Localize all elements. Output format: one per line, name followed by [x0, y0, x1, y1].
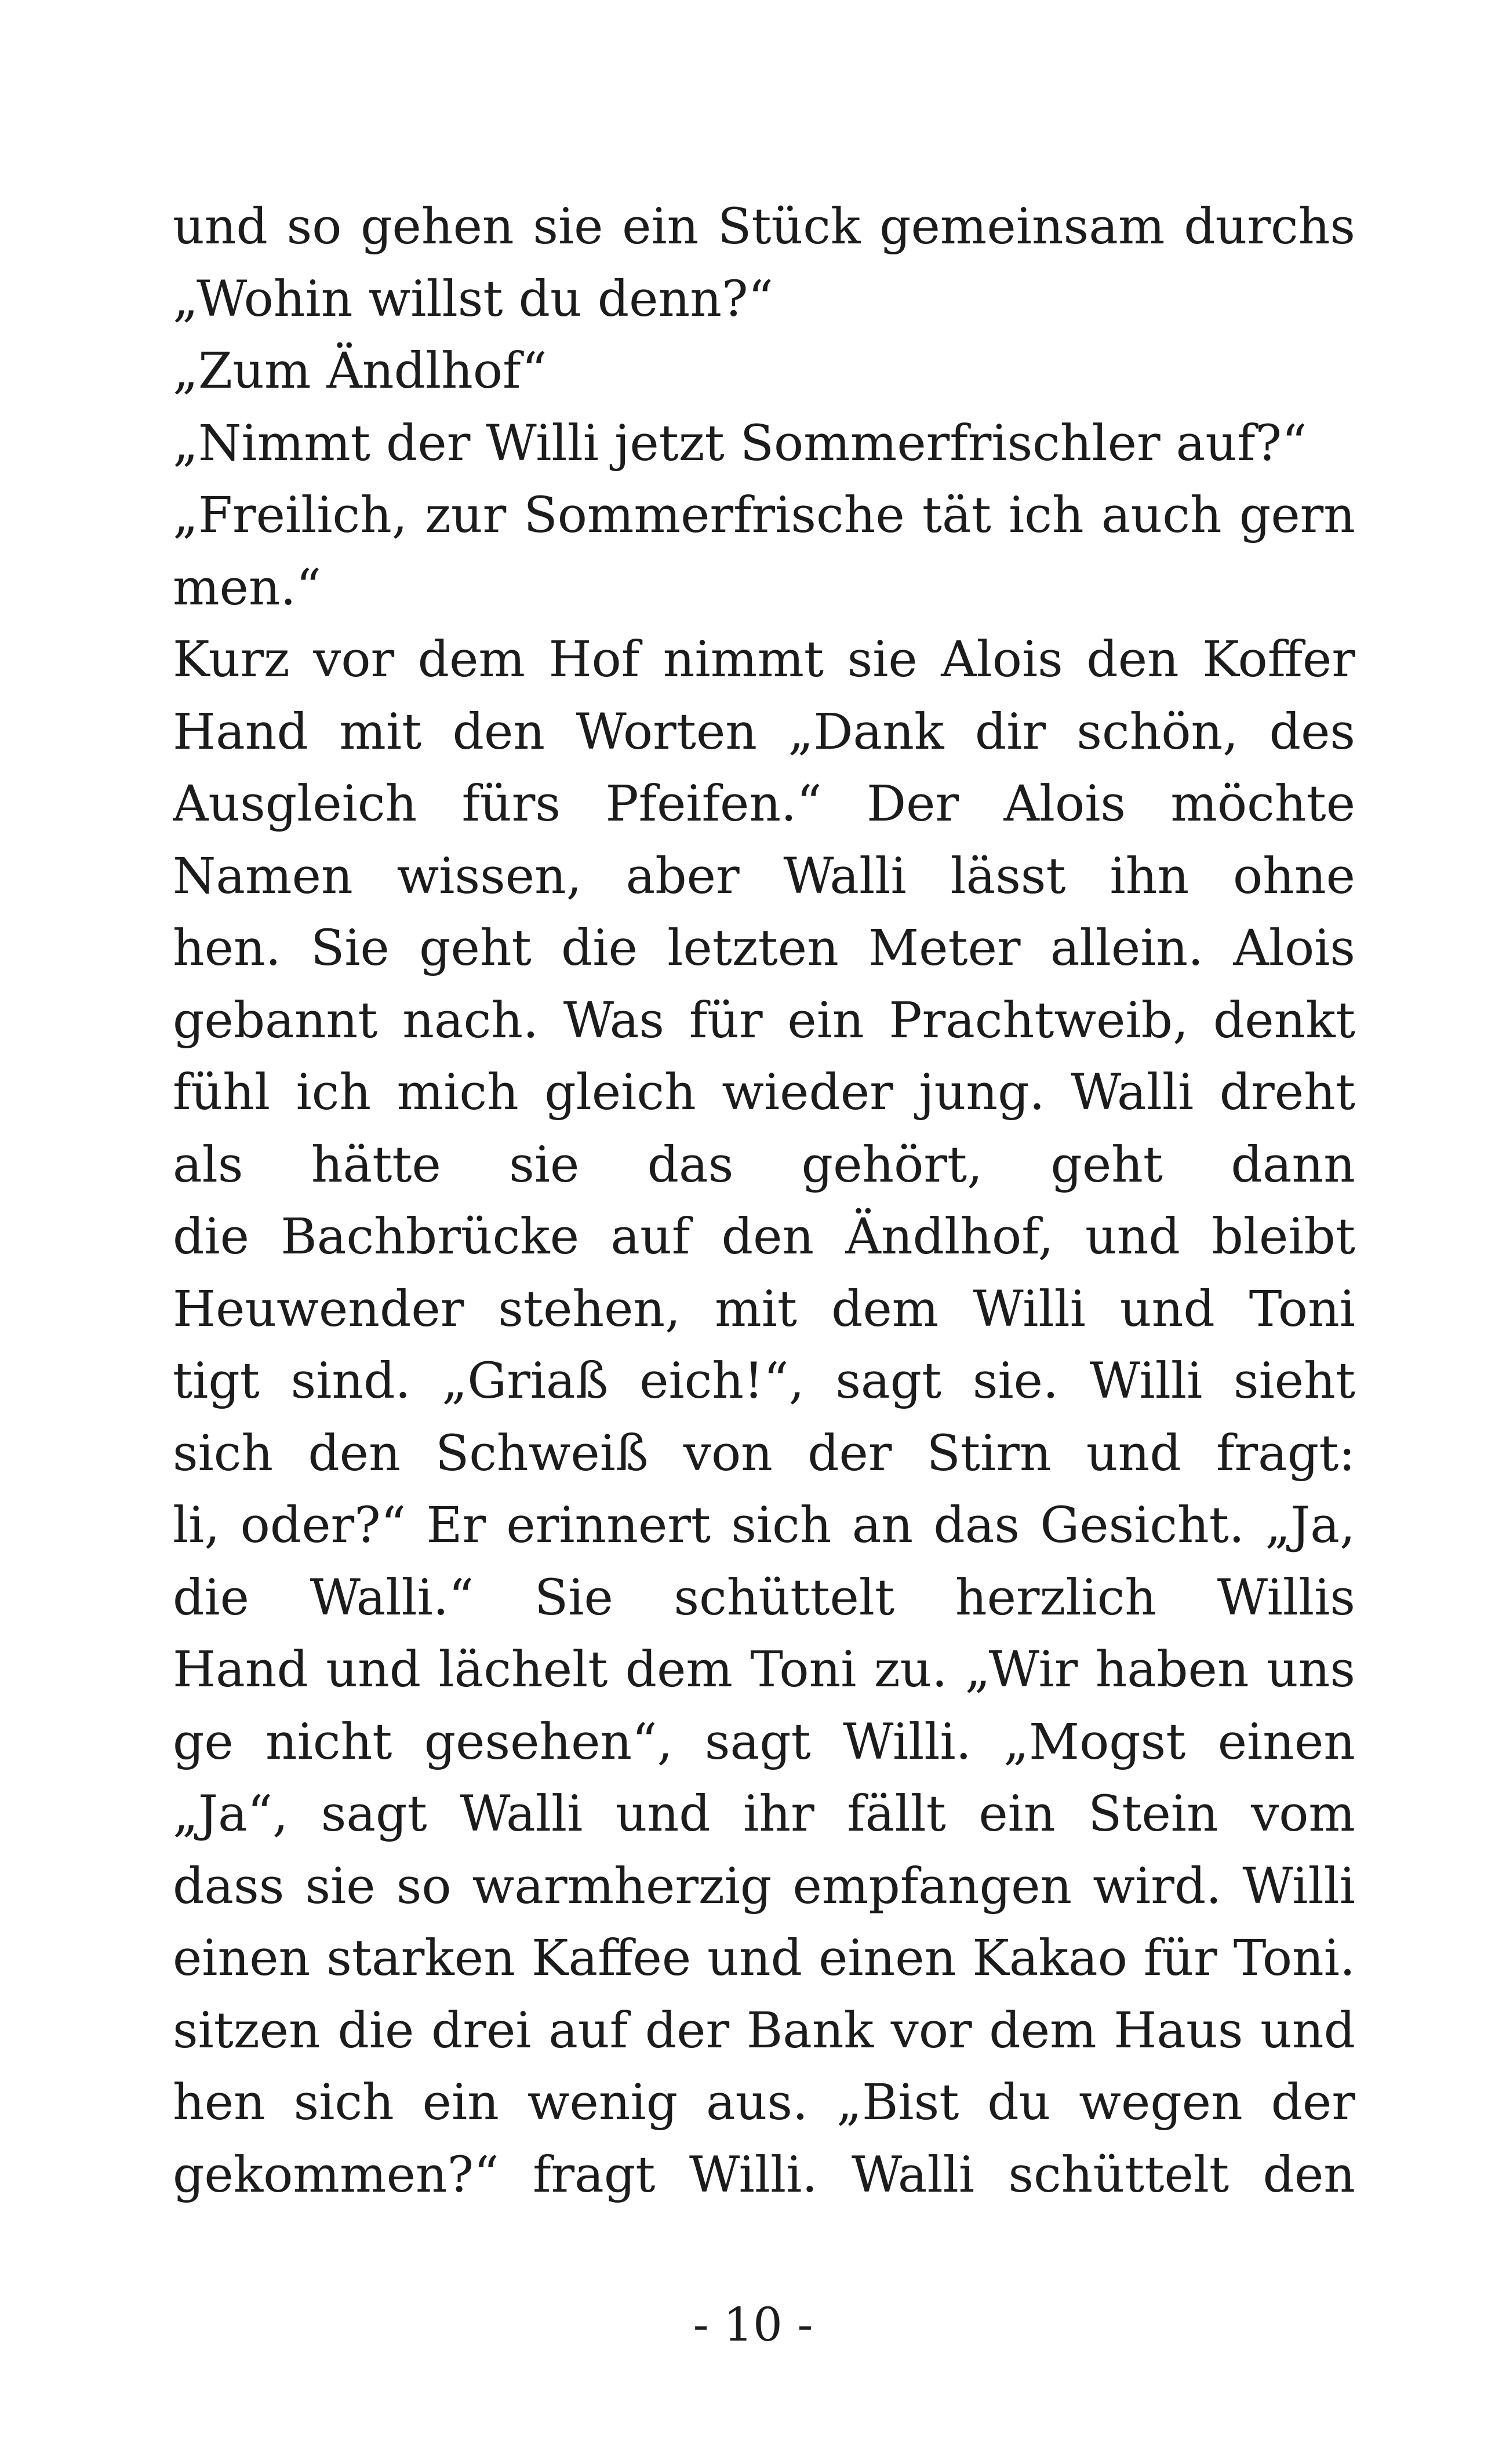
text-line: Heuwender stehen, mit dem Willi und Toni	[173, 1280, 1355, 1338]
text-line: Hand mit den Worten „Dank dir schön, des	[173, 703, 1355, 761]
text-line: fühl ich mich gleich wieder jung. Walli dreht	[173, 1064, 1355, 1121]
text-line: „Freilich, zur Sommerfrische tät ich auch gern	[173, 487, 1355, 544]
text-line: sich den Schweiß von der Stirn und fragt:	[173, 1424, 1355, 1482]
page-number: - 10 -	[693, 2298, 813, 2352]
text-line: Ausgleich fürs Pfeifen.“ Der Alois möchte	[173, 775, 1355, 833]
text-line: hen. Sie geht die letzten Meter allein. Alois	[173, 920, 1355, 977]
text-line: die Walli.“ Sie schüttelt herzlich Willis	[173, 1569, 1355, 1627]
text-line: „Wohin willst du denn?“	[173, 270, 773, 328]
text-line: „Zum Ändlhof“	[173, 342, 547, 400]
text-line: li, oder?“ Er erinnert sich an das Gesicht. „Ja,	[173, 1497, 1355, 1554]
text-line: gebannt nach. Was für ein Prachtweib, denkt	[173, 992, 1355, 1049]
text-line: Kurz vor dem Hof nimmt sie Alois den Koffer	[173, 631, 1355, 688]
body-text	[173, 191, 1355, 2211]
text-line: und so gehen sie ein Stück gemeinsam durchs	[173, 198, 1355, 256]
text-line: tigt sind. „Griaß eich!“, sagt sie. Willi sieht	[173, 1353, 1355, 1410]
text-line: einen starken Kaffee und einen Kakao für Toni.	[173, 1930, 1355, 1987]
text-line: dass sie so warmherzig empfangen wird. Willi	[173, 1857, 1355, 1915]
text-line: „Nimmt der Willi jetzt Sommerfrischler auf?“	[173, 414, 1307, 472]
text-line: die Bachbrücke auf den Ändlhof, und bleibt	[173, 1208, 1355, 1266]
text-line: Namen wissen, aber Walli lässt ihn ohne	[173, 847, 1355, 905]
text-line: als hätte sie das gehört, geht dann	[173, 1136, 1355, 1194]
text-line: Hand und lächelt dem Toni zu. „Wir haben uns	[173, 1641, 1355, 1698]
text-line: gekommen?“ fragt Willi. Walli schüttelt den	[173, 2146, 1355, 2204]
text-line: hen sich ein wenig aus. „Bist du wegen der	[173, 2074, 1355, 2131]
text-line: ge nicht gesehen“, sagt Willi. „Mogst einen	[173, 1713, 1355, 1771]
text-line: sitzen die drei auf der Bank vor dem Haus und	[173, 2002, 1355, 2060]
text-line: „Ja“, sagt Walli und ihr fällt ein Stein vom	[173, 1785, 1355, 1843]
text-line: men.“	[173, 559, 322, 617]
